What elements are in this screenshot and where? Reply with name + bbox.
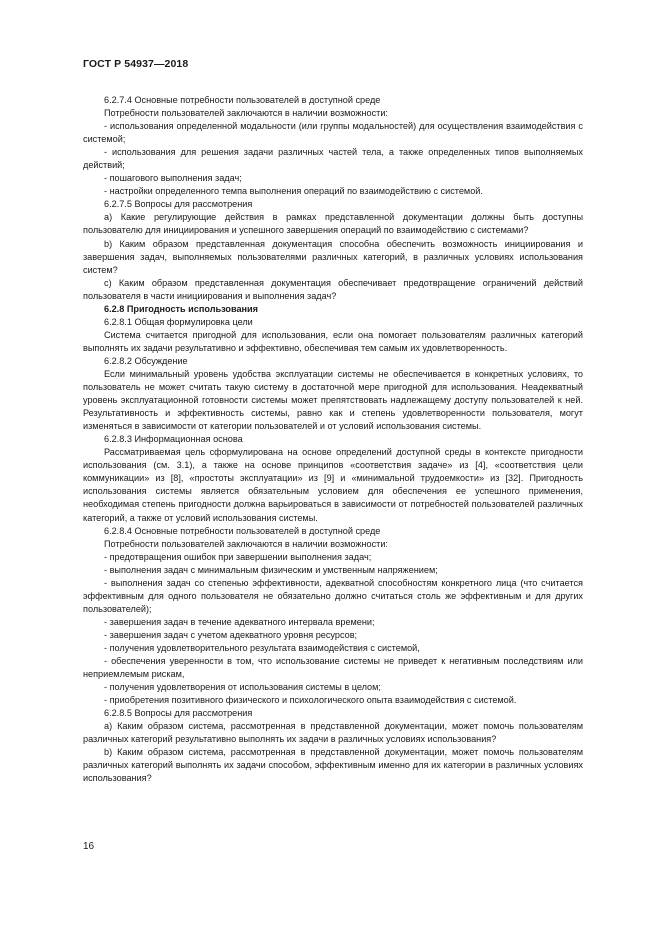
list-item: - обеспечения уверенности в том, что использование системы не приведет к негативным последствиям или неприемлемым рискам, [83, 656, 583, 680]
section-heading: 6.2.7.5 Вопросы для рассмотрения [104, 199, 253, 210]
list-item: - использования для решения задачи различных частей тела, а также определенных типов выполняемых действий; [83, 147, 583, 171]
list-item: - завершения задач с учетом адекватного уровня ресурсов; [104, 629, 358, 640]
list-item: - пошагового выполнения задач; [104, 173, 242, 184]
section-heading: 6.2.8.5 Вопросы для рассмотрения [104, 708, 253, 719]
section-heading: 6.2.8.4 Основные потребности пользователей в доступной среде [104, 525, 381, 536]
list-item: - приобретения позитивного физического и психологического опыта взаимодействия с системой. [104, 695, 517, 706]
document-header: ГОСТ Р 54937—2018 [83, 58, 189, 70]
paragraph: Система считается пригодной для использования, если она помогает пользователям различных категорий выполнять их задачи результативно и эффективно, обеспечивая тем самым их удовлетворенность. [83, 329, 583, 353]
section-title: 6.2.8 Пригодность использования [104, 303, 258, 314]
question-item: c) Каким образом представленная документация обеспечивает предотвращение ограничений действий пользователя в части инициирования и выполнения задач? [83, 277, 583, 301]
list-item: - предотвращения ошибок при завершении выполнения задач; [104, 551, 372, 562]
section-heading: 6.2.8.3 Информационная основа [104, 434, 243, 445]
section-heading: 6.2.7.4 Основные потребности пользователей в доступной среде [104, 95, 381, 105]
list-item: - выполнения задач со степенью эффективности, адекватной способностям конкретного лица (что считается эффективным для одного пользователя не обязательно должно считаться столь же эффективным и для других пользователей); [83, 577, 583, 614]
question-item: b) Каким образом представленная документация способна обеспечить возможность инициирования и завершения задач, выполняемых пользователями различных категорий, в различных условиях использования систем? [83, 238, 583, 275]
list-item: - получения удовлетворения от использования системы в целом; [104, 682, 381, 693]
question-item: b) Каким образом система, рассмотренная в представленной документации, может помочь пользователям различных категорий выполнять их задачи способом, эффективным именно для их категории в различных условиях использования? [83, 747, 583, 784]
page-number: 16 [83, 841, 95, 852]
question-item: a) Каким образом система, рассмотренная в представленной документации, может помочь пользователям различных категорий результативно выполнять их задачи в различных условиях использования? [83, 721, 583, 745]
question-item: a) Какие регулирующие действия в рамках представленной документации должны быть доступны пользователю для инициирования и успешного завершения операций по взаимодействию с системами? [83, 212, 583, 236]
list-item: - завершения задач в течение адекватного интервала времени; [104, 616, 375, 627]
document-body [83, 94, 583, 785]
paragraph: Потребности пользователей заключаются в наличии возможности: [104, 538, 388, 549]
section-heading: 6.2.8.1 Общая формулировка цели [104, 316, 253, 327]
paragraph: Потребности пользователей заключаются в наличии возможности: [104, 108, 388, 119]
paragraph: Рассматриваемая цель сформулирована на основе определений доступной среды в контексте пригодности использования (см. 3.1), а также на основе принципов «соответствия задаче» из [4], «соответствия цели коммуникации» из [8], «простоты эксплуатации» из [9] и «минимальной трудоемкости» из [32]. Пригодность использования системы является обязательным условием для обеспечения ее успешного применения, необходимая степень пригодности должна варьироваться в зависимости от потребностей пользователей различных категорий, а также от условий использования системы. [83, 447, 583, 523]
list-item: - получения удовлетворительного результата взаимодействия с системой, [104, 642, 420, 653]
section-heading: 6.2.8.2 Обсуждение [104, 355, 188, 366]
paragraph: Если минимальный уровень удобства эксплуатации системы не обеспечивается в конкретных условиях, то пользователь не может считать такую систему в достаточной мере пригодной для использования. Неадекватный уровень эксплуатационной готовности системы может препятствовать надлежащему доступу пользователей к ней. Результативность и эффективность системы, равно как и степень удовлетворенности пользователя, могут изменяться в зависимости от категории пользователей и от условий использования системы. [83, 368, 583, 432]
list-item: - использования определенной модальности (или группы модальностей) для осуществления взаимодействия с системой; [83, 121, 583, 145]
list-item: - выполнения задач с минимальным физическим и умственным напряжением; [104, 564, 438, 575]
list-item: - настройки определенного темпа выполнения операций по взаимодействию с системой. [104, 186, 483, 197]
